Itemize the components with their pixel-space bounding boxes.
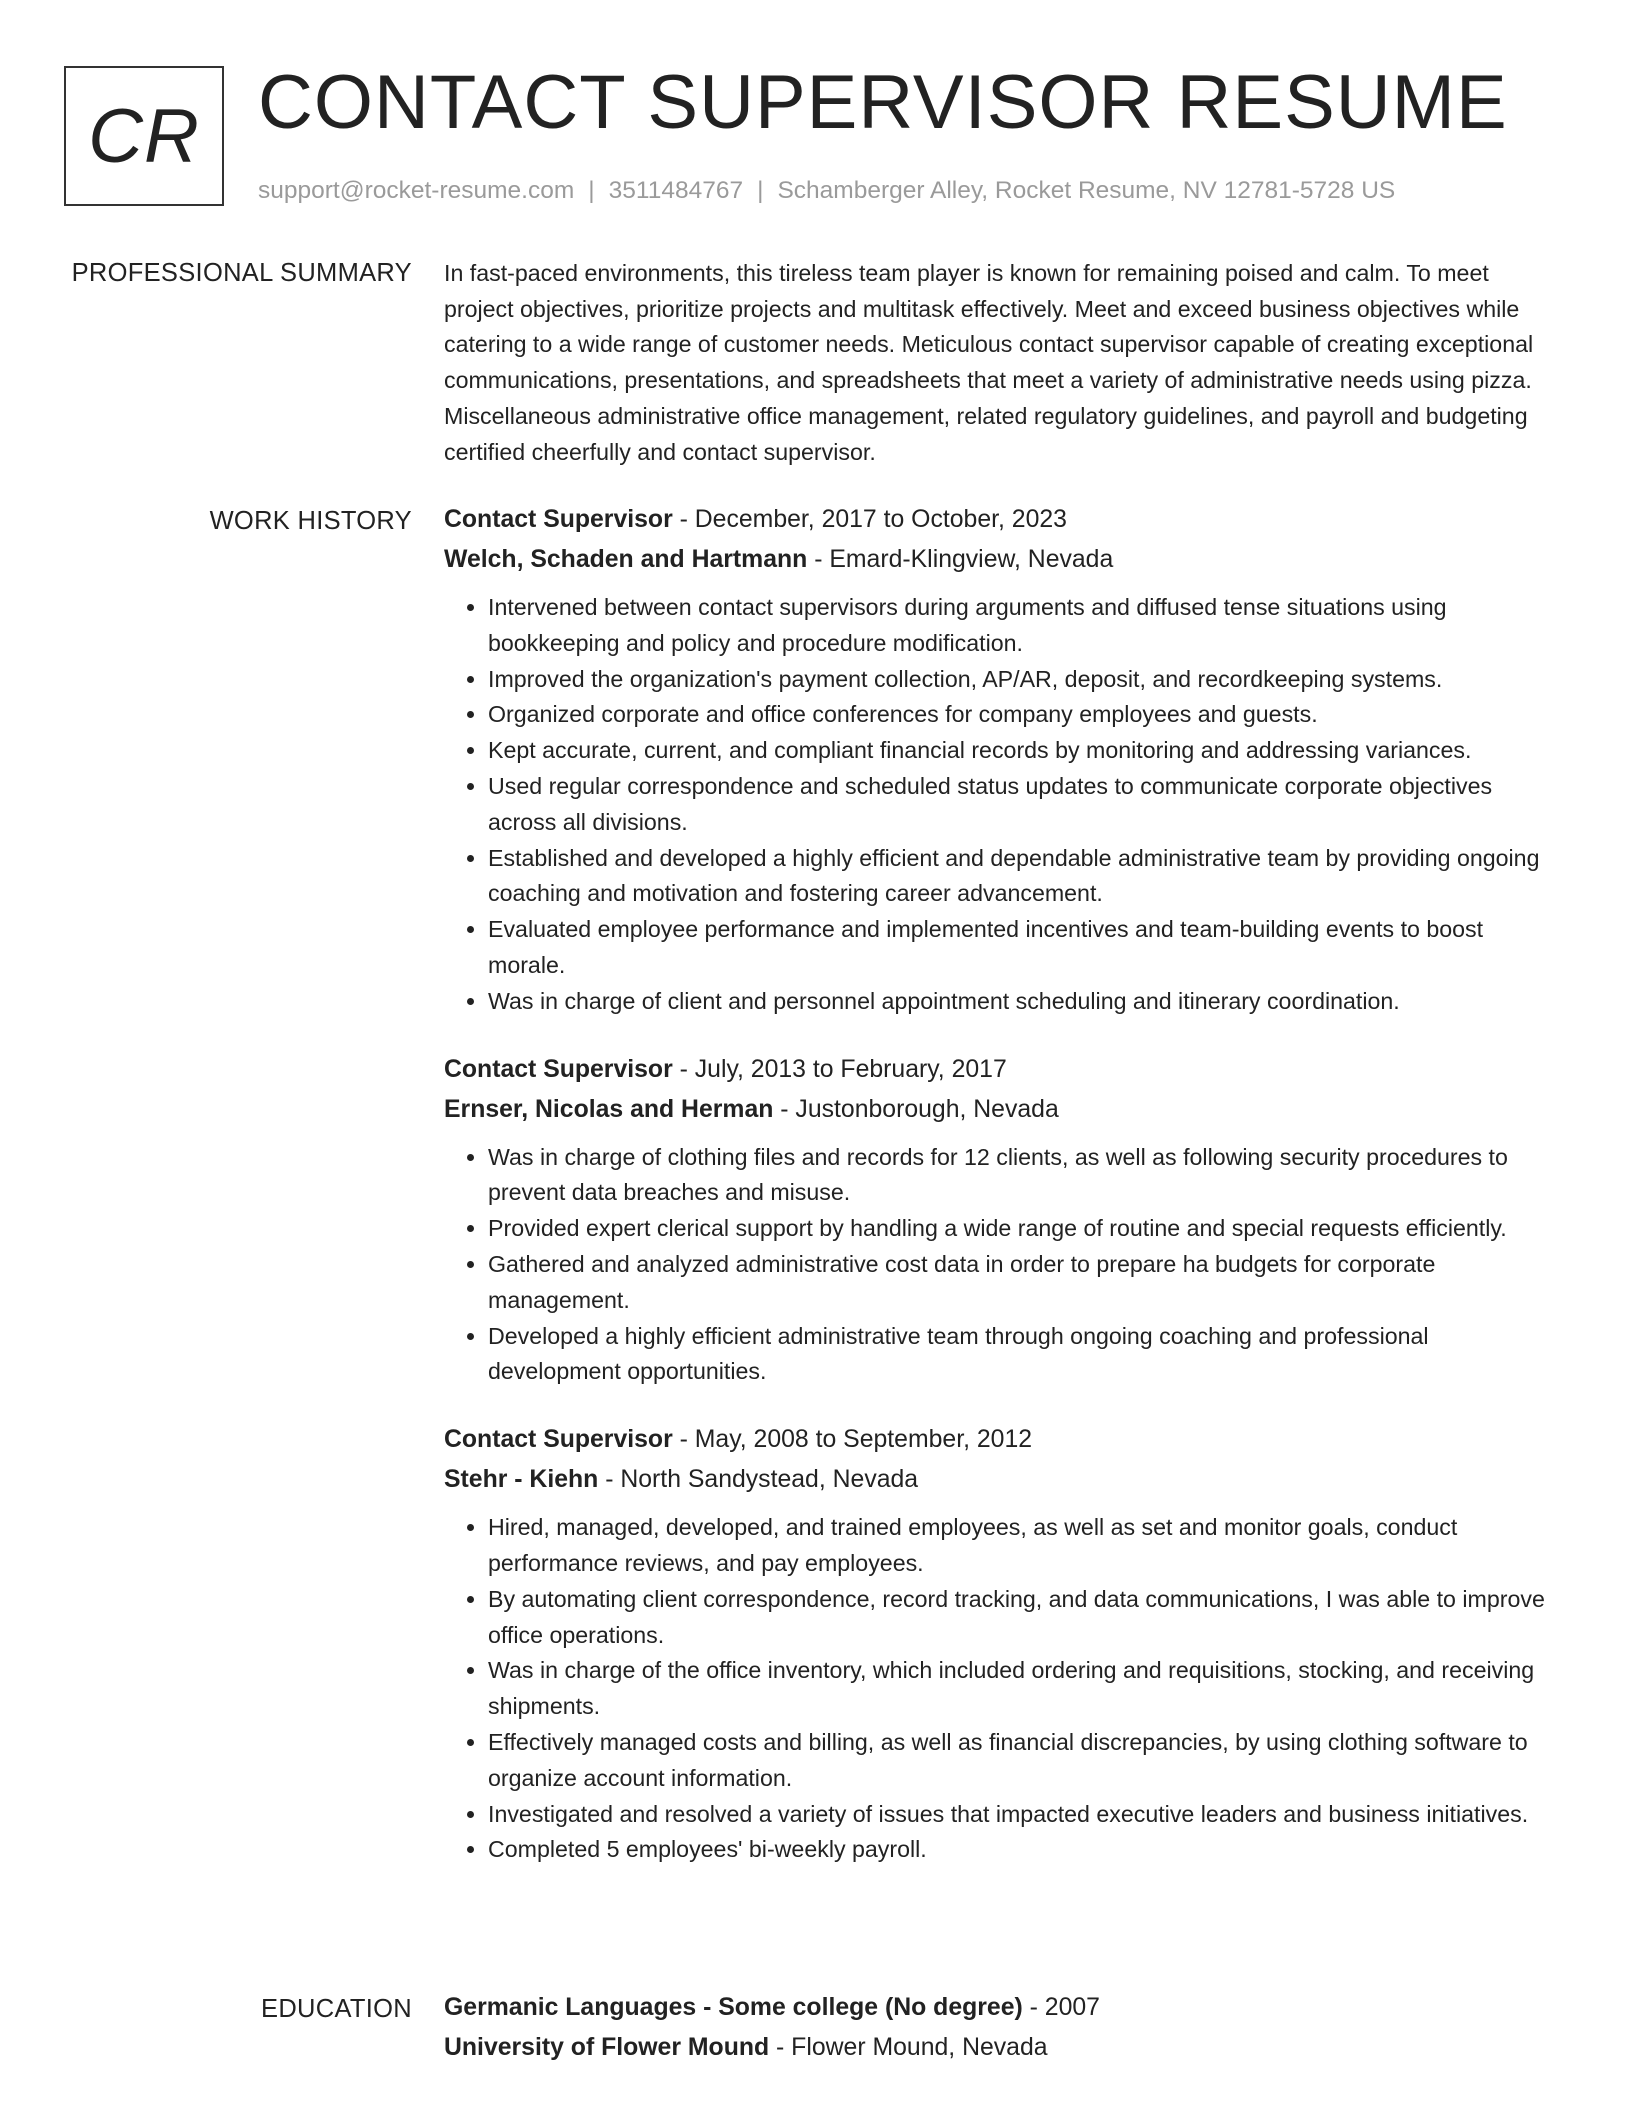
job-location: - Justonborough, Nevada — [773, 1095, 1059, 1123]
summary-text: In fast-paced environments, this tireless team player is known for remaining poised and calm. To meet project objectives, prioritize projects and multitask effectively. Meet and exceed business objectives while catering to a wide range of customer needs. Meticulous contact supervisor capable of creating exceptional communications, presentations, and spreadsheets that meet a variety of administrative needs using pizza. Miscellaneous administrative office management, related regulatory guidelines, and payroll and budgeting certified cheerfully and contact supervisor. — [444, 260, 1534, 465]
contact-separator: | — [588, 177, 595, 204]
job-company: Stehr - Kiehn — [444, 1466, 599, 1494]
job-bullet-list — [444, 1510, 1564, 1868]
job-company-line — [444, 1090, 1564, 1130]
job-bullet: • Established and developed a highly efficient and dependable administrative team by providing ongoing coaching and motivation and fostering career advancement. — [488, 841, 1564, 913]
job-bullet: • Kept accurate, current, and compliant financial records by monitoring and addressing variances. — [488, 733, 1564, 769]
education-degree-line — [444, 1988, 1564, 2028]
job-bullet: • Completed 5 employees' bi-weekly payroll. — [488, 1832, 1564, 1868]
education-location: - Flower Mound, Nevada — [769, 2034, 1048, 2061]
job-dates: - May, 2008 to September, 2012 — [672, 1426, 1033, 1454]
job-bullet: • Improved the organization's payment collection, AP/AR, deposit, and recordkeeping systems. — [488, 662, 1564, 698]
job-title-line — [444, 1050, 1564, 1090]
monogram-box: CR — [64, 66, 224, 206]
education-year: - 2007 — [1022, 1994, 1100, 2021]
job-location: - North Sandystead, Nevada — [598, 1466, 919, 1494]
job-bullet: • Used regular correspondence and scheduled status updates to communicate corporate objectives across all divisions. — [488, 769, 1564, 841]
job-bullet: • Evaluated employee performance and implemented incentives and team-building events to boost morale. — [488, 912, 1564, 984]
contact-separator: | — [757, 177, 764, 204]
job-bullet: • Organized corporate and office conferences for company employees and guests. — [488, 697, 1564, 733]
contact-email[interactable]: support@rocket-resume.com — [258, 177, 575, 204]
job-dates: - July, 2013 to February, 2017 — [672, 1055, 1007, 1083]
job-company: Welch, Schaden and Hartmann — [444, 546, 808, 573]
job-title-line — [444, 500, 1564, 540]
job-bullet: • Developed a highly efficient administrative team through ongoing coaching and professional development opportunities. — [488, 1319, 1564, 1391]
resume-title: CONTACT SUPERVISOR RESUME — [258, 60, 1508, 145]
job-entry — [444, 1420, 1564, 1868]
job-title-line — [444, 1420, 1564, 1460]
job-bullet: • Intervened between contact supervisors during arguments and diffused tense situations using bookkeeping and policy and procedure modification. — [488, 590, 1564, 662]
summary-label: PROFESSIONAL SUMMARY — [71, 259, 412, 287]
job-list — [444, 500, 1564, 1868]
job-bullet: • Provided expert clerical support by handling a wide range of routine and special requests efficiently. — [488, 1211, 1564, 1247]
job-bullet: • Hired, managed, developed, and trained employees, as well as set and monitor goals, conduct performance reviews, and pay employees. — [488, 1510, 1564, 1582]
job-bullet: • Effectively managed costs and billing, as well as financial discrepancies, by using clothing software to organize account information. — [488, 1725, 1564, 1797]
job-bullet: • By automating client correspondence, record tracking, and data communications, I was able to improve office operations. — [488, 1582, 1564, 1654]
education-label: EDUCATION — [261, 1995, 412, 2023]
contact-line — [258, 176, 1395, 206]
job-bullet: • Was in charge of clothing files and records for 12 clients, as well as following security procedures to prevent data breaches and misuse. — [488, 1140, 1564, 1212]
education-school: University of Flower Mound — [444, 2034, 770, 2061]
job-bullet-list — [444, 590, 1564, 1020]
job-title: Contact Supervisor — [444, 1055, 673, 1083]
job-company-line — [444, 540, 1564, 580]
education-school-line — [444, 2028, 1564, 2068]
job-entry — [444, 1050, 1564, 1391]
job-bullet-list — [444, 1140, 1564, 1391]
job-bullet: • Was in charge of client and personnel appointment scheduling and itinerary coordination. — [488, 984, 1564, 1020]
contact-address: Schamberger Alley, Rocket Resume, NV 12781-5728 US — [777, 177, 1396, 204]
contact-phone[interactable]: 3511484767 — [608, 177, 744, 204]
job-bullet: • Gathered and analyzed administrative cost data in order to prepare ha budgets for corporate management. — [488, 1247, 1564, 1319]
job-entry — [444, 500, 1564, 1020]
job-bullet: • Investigated and resolved a variety of issues that impacted executive leaders and business initiatives. — [488, 1797, 1564, 1833]
job-title: Contact Supervisor — [444, 1426, 673, 1454]
job-company-line — [444, 1460, 1564, 1500]
job-company: Ernser, Nicolas and Herman — [444, 1095, 774, 1123]
job-bullet: • Was in charge of the office inventory, which included ordering and requisitions, stocking, and receiving shipments. — [488, 1653, 1564, 1725]
job-location: - Emard-Klingview, Nevada — [807, 546, 1114, 573]
work-history-label: WORK HISTORY — [209, 507, 412, 535]
job-title: Contact Supervisor — [444, 506, 673, 533]
education-degree: Germanic Languages - Some college (No degree) — [444, 1994, 1023, 2021]
job-dates: - December, 2017 to October, 2023 — [672, 506, 1067, 533]
